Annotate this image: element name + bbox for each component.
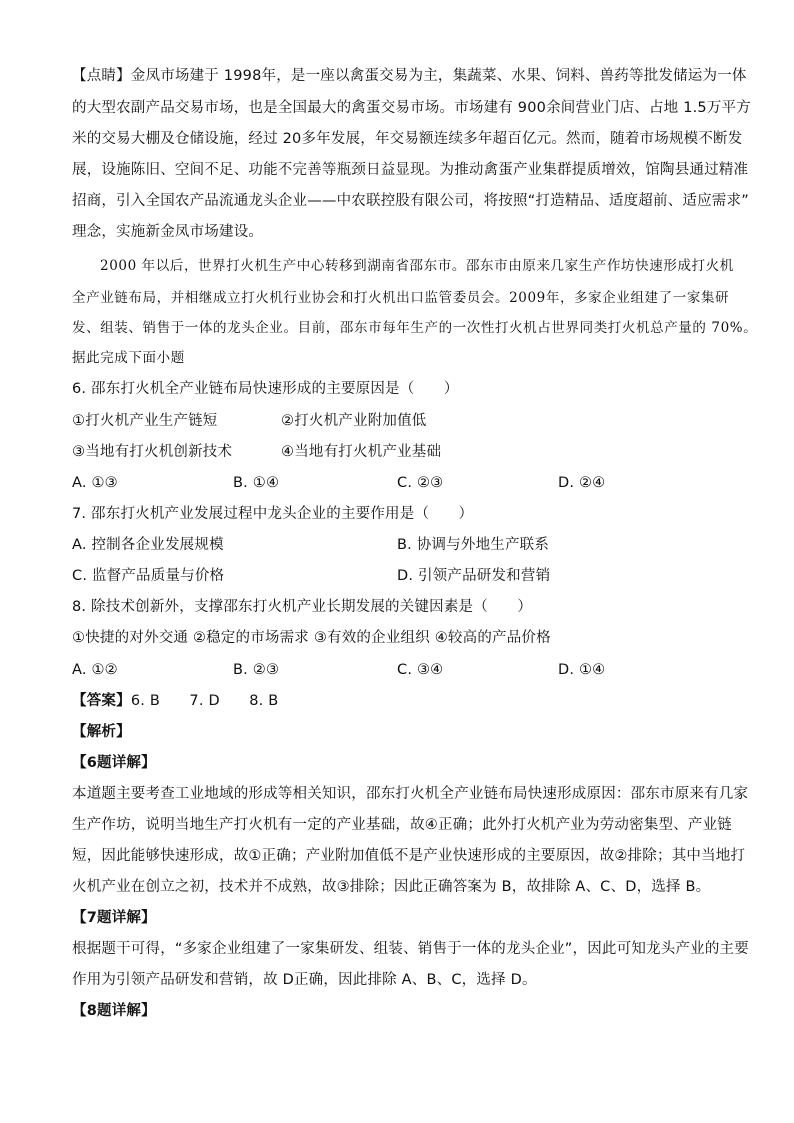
q8-choice-d: D. ①④ xyxy=(558,662,606,678)
q8-choice-b: B. ②③ xyxy=(233,662,280,678)
dianjing-line: 的大型农副产品交易市场，也是全国最大的禽蛋交易市场。市场建有 900余间营业门店、占地 1.5万平方 xyxy=(72,100,751,116)
detail-6-line: 生产作坊，说明当地生产打火机有一定的产业基础，故④正确；此外打火机产业为劳动密集型、产业链 xyxy=(72,817,732,833)
q7-choice-a: A. 控制各企业发展规模 xyxy=(72,537,224,553)
answer-values: 6. B 7. D 8. B xyxy=(130,693,279,709)
detail-6-heading: 【6题详解】 xyxy=(72,755,156,771)
material-line: 全产业链布局，并相继成立打火机行业协会和打火机出口监管委员会。2009年，多家企业组建了一家集研 xyxy=(72,290,730,306)
q7-choice-b: B. 协调与外地生产联系 xyxy=(397,537,550,553)
analysis-label: 【解析】 xyxy=(72,724,131,740)
dianjing-line: 理念，实施新金凤市场建设。 xyxy=(72,224,264,240)
detail-7-line: 根据题干可得，“多家企业组建了一家集研发、组装、销售于一体的龙头企业”，因此可知龙头产业的主要 xyxy=(72,941,749,957)
detail-8-heading: 【8题详解】 xyxy=(72,1003,156,1019)
dianjing-line: 展，设施陈旧、空间不足、功能不完善等瓶颈日益显现。为推动禽蛋产业集群提质增效，馆陶县通过精准 xyxy=(72,162,749,178)
q6-option-3: ③当地有打火机创新技术 xyxy=(72,444,233,460)
dianjing-line: 招商，引入全国农产品流通龙头企业——中农联控股有限公司，将按照“打造精品、适度超前、适应需求” xyxy=(72,193,749,209)
q6-option-1: ①打火机产业生产链短 xyxy=(72,413,218,429)
answer-label: 【答案】 xyxy=(72,693,131,709)
material-instruction: 据此完成下面小题 xyxy=(72,350,185,366)
q8-choice-a: A. ①② xyxy=(72,662,118,678)
detail-6-line: 本道题主要考查工业地域的形成等相关知识，邵东打火机全产业链布局快速形成原因：邵东市原来有几家 xyxy=(72,786,749,802)
answer-line xyxy=(72,690,278,712)
material-line: 2000 年以后，世界打火机生产中心转移到湖南省邵东市。邵东市由原来几家生产作坊快速形成打火机 xyxy=(100,258,734,274)
dianjing-line: 米的交易大棚及仓储设施，经过 20多年发展，年交易额连续多年超百亿元。然而，随着市场规模不断发 xyxy=(72,131,743,147)
detail-7-line: 作用为引领产品研发和营销，故 D正确，因此排除 A、B、C，选择 D。 xyxy=(72,972,537,988)
q8-options: ①快捷的对外交通 ②稳定的市场需求 ③有效的企业组织 ④较高的产品价格 xyxy=(72,630,551,646)
detail-6-line: 短，因此能够快速形成，故①正确；产业附加值低不是产业快速形成的主要原因，故②排除；其中当地打 xyxy=(72,848,746,864)
detail-6-line: 火机产业在创立之初，技术并不成熟，故③排除；因此正确答案为 B，故排除 A、C、D，选择 B。 xyxy=(72,879,711,895)
q7-stem: 7. 邵东打火机产业发展过程中龙头企业的主要作用是（ ） xyxy=(72,506,474,522)
q6-choice-d: D. ②④ xyxy=(558,475,606,491)
q8-choice-c: C. ③④ xyxy=(397,662,444,678)
q6-stem: 6. 邵东打火机全产业链布局快速形成的主要原因是（ ） xyxy=(72,381,459,397)
material-line: 发、组装、销售于一体的龙头企业。目前，邵东市每年生产的一次性打火机占世界同类打火机总产量的 70%。 xyxy=(72,320,758,336)
q6-choice-b: B. ①④ xyxy=(233,475,280,491)
q6-choice-a: A. ①③ xyxy=(72,475,118,491)
q6-choice-c: C. ②③ xyxy=(397,475,444,491)
q6-option-4: ④当地有打火机产业基础 xyxy=(281,444,442,460)
q7-choice-c: C. 监督产品质量与价格 xyxy=(72,568,225,584)
q7-choice-d: D. 引领产品研发和营销 xyxy=(397,568,551,584)
q6-option-2: ②打火机产业附加值低 xyxy=(281,413,427,429)
dianjing-line: 【点睛】金凤市场建于 1998年，是一座以禽蛋交易为主，集蔬菜、水果、饲料、兽药等批发储运为一体 xyxy=(72,68,747,84)
q8-stem: 8. 除技术创新外，支撑邵东打火机产业长期发展的关键因素是（ ） xyxy=(72,599,533,615)
detail-7-heading: 【7题详解】 xyxy=(72,910,156,926)
